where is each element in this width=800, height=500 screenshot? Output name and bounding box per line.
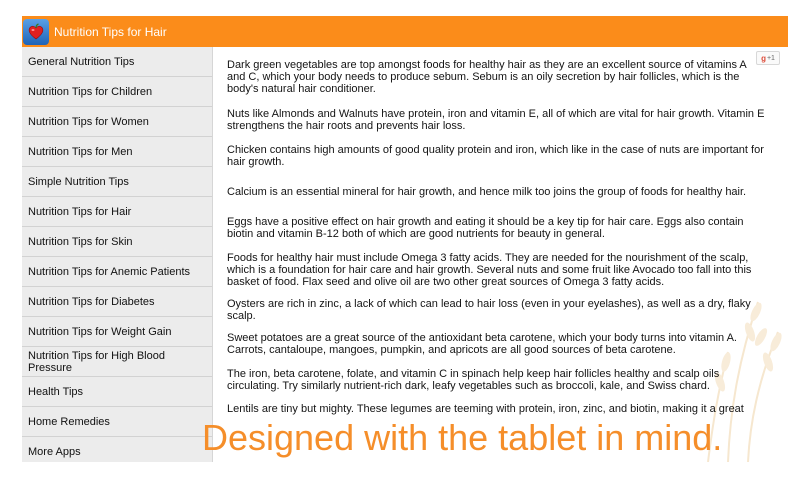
sidebar-item-skin[interactable]: Nutrition Tips for Skin	[22, 227, 212, 257]
paragraph-7: Oysters are rich in zinc, a lack of which can lead to hair loss (even in your eyelashes), as well as a dry, flaky scalp.	[227, 298, 751, 322]
sidebar-item-children[interactable]: Nutrition Tips for Children	[22, 77, 212, 107]
sidebar-item-hair[interactable]: Nutrition Tips for Hair	[22, 197, 212, 227]
sidebar-nav	[22, 47, 213, 462]
paragraph-5: Eggs have a positive effect on hair growth and eating it should be a key tip for hair care. Eggs also contain biotin and vitamin B-12 both of which are good nutrients for beauty in general.	[227, 216, 744, 240]
paragraph-6: Foods for healthy hair must include Omega 3 fatty acids. They are needed for the nourishment of the scalp, which is a foundation for hair care and hair growth. Several nuts and some fruit like Avocado too fall into this basket of food. Flax seed and olive oil are two other great sources of Omega 3 fatty acids.	[227, 252, 752, 288]
sidebar-item-simple[interactable]: Simple Nutrition Tips	[22, 167, 212, 197]
app-title: Nutrition Tips for Hair	[54, 24, 167, 39]
sidebar-item-more-apps[interactable]: More Apps	[22, 437, 212, 462]
paragraph-10: Lentils are tiny but mighty. These legumes are teeming with protein, iron, zinc, and biotin, making it a great	[227, 403, 744, 415]
action-bar	[22, 16, 788, 47]
sidebar-item-health-tips[interactable]: Health Tips	[22, 377, 212, 407]
heart-fruit-icon[interactable]	[23, 19, 49, 45]
google-plus-icon: g	[761, 53, 766, 63]
sidebar-item-home-remedies[interactable]: Home Remedies	[22, 407, 212, 437]
sidebar-item-diabetes[interactable]: Nutrition Tips for Diabetes	[22, 287, 212, 317]
app-screen	[22, 16, 788, 462]
article-content	[213, 47, 788, 462]
paragraph-8: Sweet potatoes are a great source of the antioxidant beta carotene, which your body turns into vitamin A. Carrots, cantaloupe, mangoes, pumpkin, and apricots are all good sources of beta carotene.	[227, 332, 737, 356]
paragraph-3: Chicken contains high amounts of good quality protein and iron, which like in the case of nuts are important for hair growth.	[227, 144, 764, 168]
sidebar-item-men[interactable]: Nutrition Tips for Men	[22, 137, 212, 167]
sidebar-item-general[interactable]: General Nutrition Tips	[22, 47, 212, 77]
google-plus-label: +1	[766, 54, 775, 62]
promo-banner: Designed with the tablet in mind.	[202, 417, 723, 458]
sidebar-item-women[interactable]: Nutrition Tips for Women	[22, 107, 212, 137]
sidebar-item-blood-pressure[interactable]: Nutrition Tips for High Blood Pressure	[22, 347, 212, 377]
paragraph-1: Dark green vegetables are top amongst foods for healthy hair as they are an excellent source of vitamins A and C, which your body needs to produce sebum. Sebum is an oily secretion by hair follicles, which is the body's natural hair conditioner.	[227, 59, 747, 95]
paragraph-4: Calcium is an essential mineral for hair growth, and hence milk too joins the group of foods for healthy hair.	[227, 186, 747, 198]
paragraph-2: Nuts like Almonds and Walnuts have protein, iron and vitamin E, all of which are vital for hair growth. Vitamin E strengthens the hair roots and prevents hair loss.	[227, 108, 765, 132]
paragraph-9: The iron, beta carotene, folate, and vitamin C in spinach help keep hair follicles healthy and scalp oils circulating. Try similarly nutrient-rich dark, leafy vegetables such as broccoli, kale, and Swiss chard.	[227, 368, 720, 392]
sidebar-item-weight-gain[interactable]: Nutrition Tips for Weight Gain	[22, 317, 212, 347]
sidebar-item-anemic[interactable]: Nutrition Tips for Anemic Patients	[22, 257, 212, 287]
